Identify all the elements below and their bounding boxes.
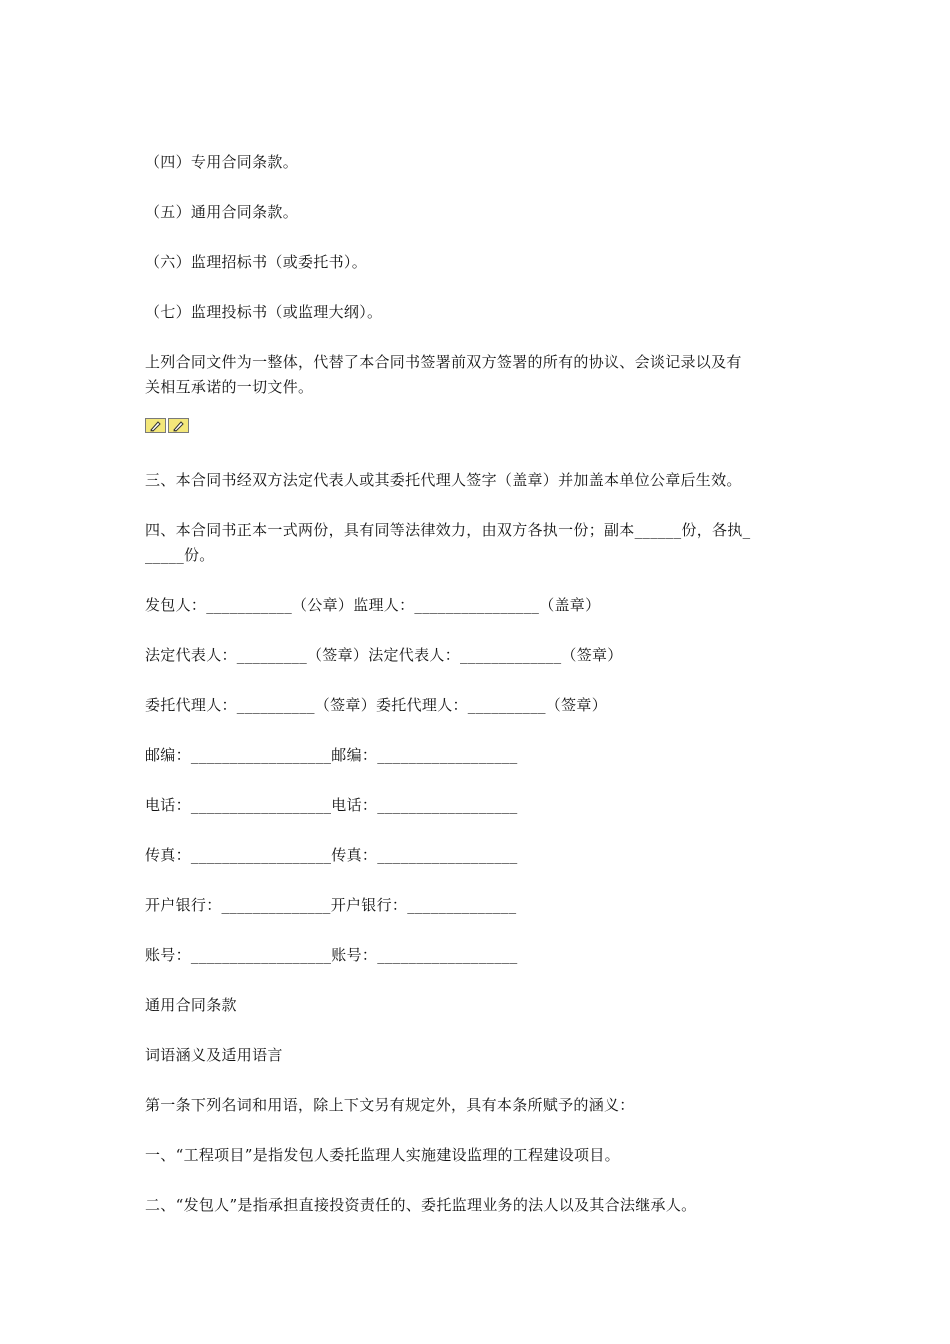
- subsection-heading: 词语涵义及适用语言: [145, 1046, 283, 1064]
- clause-three: 三、本合同书经双方法定代表人或其委托代理人签字（盖章）并加盖本单位公章后生效。: [145, 471, 742, 489]
- paragraph-line: 四、本合同书正本一式两份，具有同等法律效力，由双方各执一份；副本______份，各执_: [145, 521, 751, 539]
- signature-row: 法定代表人：_________（签章）法定代表人：_____________（签章）: [145, 646, 623, 664]
- clause-seven: （七）监理投标书（或监理大纲）。: [145, 303, 383, 321]
- signature-row: 委托代理人：__________（签章）委托代理人：__________（签章）: [145, 696, 608, 714]
- bank-row: 开户银行：______________开户银行：______________: [145, 896, 517, 914]
- phone-row: 电话：__________________电话：__________________: [145, 796, 518, 814]
- account-row: 账号：__________________账号：__________________: [145, 946, 518, 964]
- inline-icon-group: [145, 418, 189, 433]
- paragraph-line: _____份。: [145, 546, 215, 564]
- article-one: 第一条下列名词和用语，除上下文另有规定外，具有本条所赋予的涵义：: [145, 1096, 635, 1114]
- clause-four: （四）专用合同条款。: [145, 153, 299, 171]
- paragraph-line: 上列合同文件为一整体，代替了本合同书签署前双方签署的所有的协议、会谈记录以及有: [145, 353, 742, 371]
- clause-five: （五）通用合同条款。: [145, 203, 299, 221]
- definition-line: 二、“发包人”是指承担直接投资责任的、委托监理业务的法人以及其合法继承人。: [145, 1196, 697, 1214]
- pencil-icon: [168, 418, 189, 433]
- fax-row: 传真：__________________传真：__________________: [145, 846, 518, 864]
- paragraph-line: 关相互承诺的一切文件。: [145, 378, 314, 396]
- clause-six: （六）监理招标书（或委托书）。: [145, 253, 368, 271]
- postcode-row: 邮编：__________________邮编：__________________: [145, 746, 518, 764]
- section-heading: 通用合同条款: [145, 996, 237, 1014]
- signature-row: 发包人：___________（公章）监理人：________________（盖章）: [145, 596, 601, 614]
- definition-line: 一、“工程项目”是指发包人委托监理人实施建设监理的工程建设项目。: [145, 1146, 620, 1164]
- pencil-icon: [145, 418, 166, 433]
